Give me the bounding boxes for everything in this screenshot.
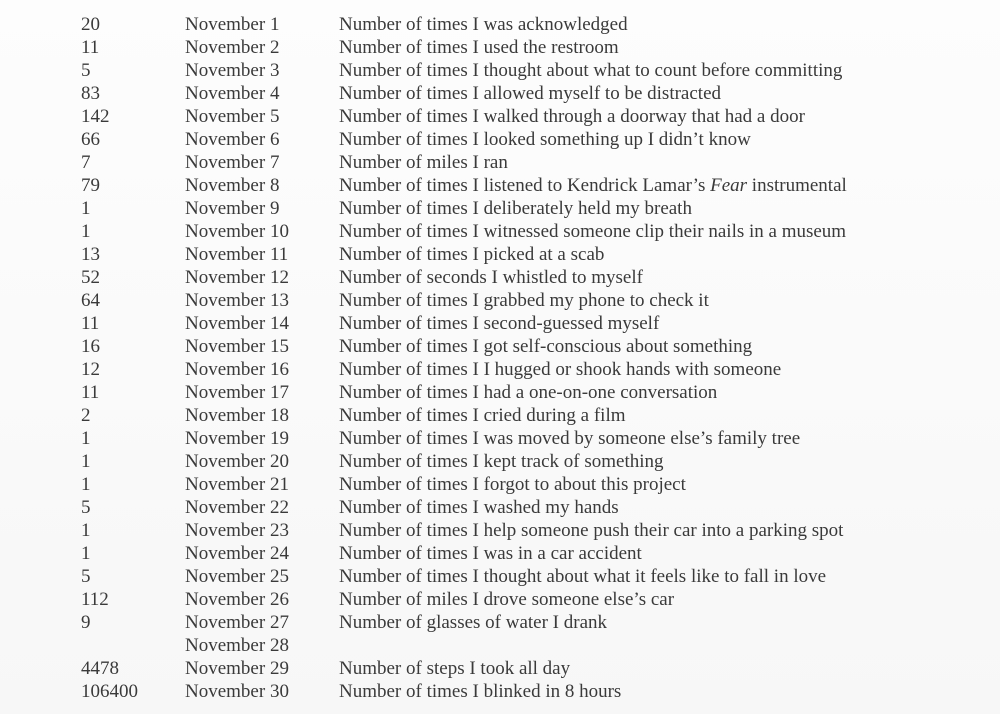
entry-count: 11: [81, 37, 100, 58]
log-row: [0, 680, 1000, 703]
entry-count: 7: [81, 152, 91, 173]
entry-count: 64: [81, 290, 100, 311]
entry-date: November 21: [185, 474, 289, 495]
entry-count: 1: [81, 520, 91, 541]
entry-count: 12: [81, 359, 100, 380]
log-row: [0, 197, 1000, 220]
entry-date: November 12: [185, 267, 289, 288]
entry-date: November 13: [185, 290, 289, 311]
log-row: [0, 105, 1000, 128]
entry-date: November 29: [185, 658, 289, 679]
log-row: [0, 657, 1000, 680]
entry-count: 11: [81, 382, 100, 403]
log-row: [0, 588, 1000, 611]
entry-date: November 19: [185, 428, 289, 449]
entry-date: November 24: [185, 543, 289, 564]
entry-description: Number of times I picked at a scab: [339, 244, 605, 265]
log-row: [0, 358, 1000, 381]
entry-count: 11: [81, 313, 100, 334]
entry-count: 13: [81, 244, 100, 265]
entry-date: November 5: [185, 106, 280, 127]
entry-count: 16: [81, 336, 100, 357]
entry-date: November 6: [185, 129, 280, 150]
entry-date: November 2: [185, 37, 280, 58]
entry-count: 5: [81, 497, 91, 518]
entry-description: Number of times I thought about what to count before committing: [339, 60, 843, 81]
entry-date: November 8: [185, 175, 280, 196]
entry-description: [339, 174, 847, 197]
entry-description: Number of times I had a one-on-one conversation: [339, 382, 718, 403]
log-row: [0, 59, 1000, 82]
log-row: [0, 289, 1000, 312]
entry-description: Number of times I was acknowledged: [339, 14, 628, 35]
entry-description: Number of times I used the restroom: [339, 37, 619, 58]
entry-date: November 4: [185, 83, 280, 104]
entry-date: November 17: [185, 382, 289, 403]
log-row: [0, 266, 1000, 289]
entry-description: Number of times I deliberately held my breath: [339, 198, 692, 219]
log-row: [0, 519, 1000, 542]
log-row: [0, 473, 1000, 496]
entry-count: 2: [81, 405, 91, 426]
entry-description-text: Number of times I listened to Kendrick Lamar’s: [339, 175, 711, 196]
entry-description: Number of times I blinked in 8 hours: [339, 681, 622, 702]
entry-description: Number of times I second-guessed myself: [339, 313, 660, 334]
entry-count: 5: [81, 60, 91, 81]
entry-date: November 16: [185, 359, 289, 380]
entry-count: 52: [81, 267, 100, 288]
entry-description: Number of times I walked through a doorway that had a door: [339, 106, 805, 127]
entry-count: 1: [81, 428, 91, 449]
daily-count-log: [0, 13, 1000, 703]
log-row: [0, 151, 1000, 174]
log-row: [0, 542, 1000, 565]
log-row: [0, 404, 1000, 427]
entry-description: Number of times I help someone push their car into a parking spot: [339, 520, 844, 541]
entry-count: 1: [81, 543, 91, 564]
entry-description: Number of times I I hugged or shook hands with someone: [339, 359, 782, 380]
entry-description: Number of times I washed my hands: [339, 497, 619, 518]
entry-date: November 20: [185, 451, 289, 472]
entry-date: November 22: [185, 497, 289, 518]
entry-date: November 14: [185, 313, 289, 334]
log-row: [0, 220, 1000, 243]
entry-count: 9: [81, 612, 91, 633]
entry-date: November 1: [185, 14, 280, 35]
log-row: [0, 634, 1000, 657]
log-row: [0, 36, 1000, 59]
entry-date: November 11: [185, 244, 289, 265]
entry-date: November 25: [185, 566, 289, 587]
entry-description: Number of times I allowed myself to be distracted: [339, 83, 722, 104]
entry-count: 142: [81, 106, 110, 127]
entry-description: Number of times I witnessed someone clip their nails in a museum: [339, 221, 847, 242]
entry-count: 106400: [81, 681, 138, 702]
entry-description: Number of times I forgot to about this project: [339, 474, 686, 495]
entry-description: Number of times I got self-conscious about something: [339, 336, 753, 357]
entry-description: Number of times I thought about what it feels like to fall in love: [339, 566, 827, 587]
entry-date: November 10: [185, 221, 289, 242]
entry-date: November 26: [185, 589, 289, 610]
entry-count: 1: [81, 474, 91, 495]
log-row: [0, 312, 1000, 335]
entry-description: Number of miles I drove someone else’s car: [339, 589, 675, 610]
entry-date: November 18: [185, 405, 289, 426]
song-title: Fear: [710, 175, 748, 196]
entry-count: 1: [81, 198, 91, 219]
entry-count: 79: [81, 175, 100, 196]
entry-count: 83: [81, 83, 100, 104]
entry-date: November 3: [185, 60, 280, 81]
entry-date: November 28: [185, 635, 289, 656]
entry-description: Number of times I was in a car accident: [339, 543, 642, 564]
entry-description-text: instrumental: [747, 175, 847, 196]
log-row: [0, 174, 1000, 197]
entry-date: November 23: [185, 520, 289, 541]
log-row: [0, 243, 1000, 266]
log-row: [0, 565, 1000, 588]
entry-date: November 9: [185, 198, 280, 219]
entry-count: 1: [81, 221, 91, 242]
entry-description: Number of times I looked something up I didn’t know: [339, 129, 751, 150]
entry-date: November 15: [185, 336, 289, 357]
entry-description: Number of seconds I whistled to myself: [339, 267, 643, 288]
entry-count: 66: [81, 129, 100, 150]
log-row: [0, 335, 1000, 358]
entry-count: 20: [81, 14, 100, 35]
entry-count: 1: [81, 451, 91, 472]
entry-description: Number of times I cried during a film: [339, 405, 626, 426]
log-row: [0, 82, 1000, 105]
log-row: [0, 13, 1000, 36]
log-row: [0, 496, 1000, 519]
entry-date: November 30: [185, 681, 289, 702]
entry-count: 112: [81, 589, 109, 610]
entry-description: Number of times I grabbed my phone to check it: [339, 290, 709, 311]
entry-description: Number of glasses of water I drank: [339, 612, 608, 633]
log-row: [0, 427, 1000, 450]
entry-date: November 27: [185, 612, 289, 633]
entry-count: 5: [81, 566, 91, 587]
log-row: [0, 611, 1000, 634]
entry-description: Number of times I kept track of something: [339, 451, 664, 472]
entry-description: Number of miles I ran: [339, 152, 508, 173]
entry-description: Number of times I was moved by someone else’s family tree: [339, 428, 801, 449]
entry-count: 4478: [81, 658, 119, 679]
log-row: [0, 450, 1000, 473]
entry-date: November 7: [185, 152, 280, 173]
log-row: [0, 128, 1000, 151]
entry-description: Number of steps I took all day: [339, 658, 571, 679]
log-row: [0, 381, 1000, 404]
